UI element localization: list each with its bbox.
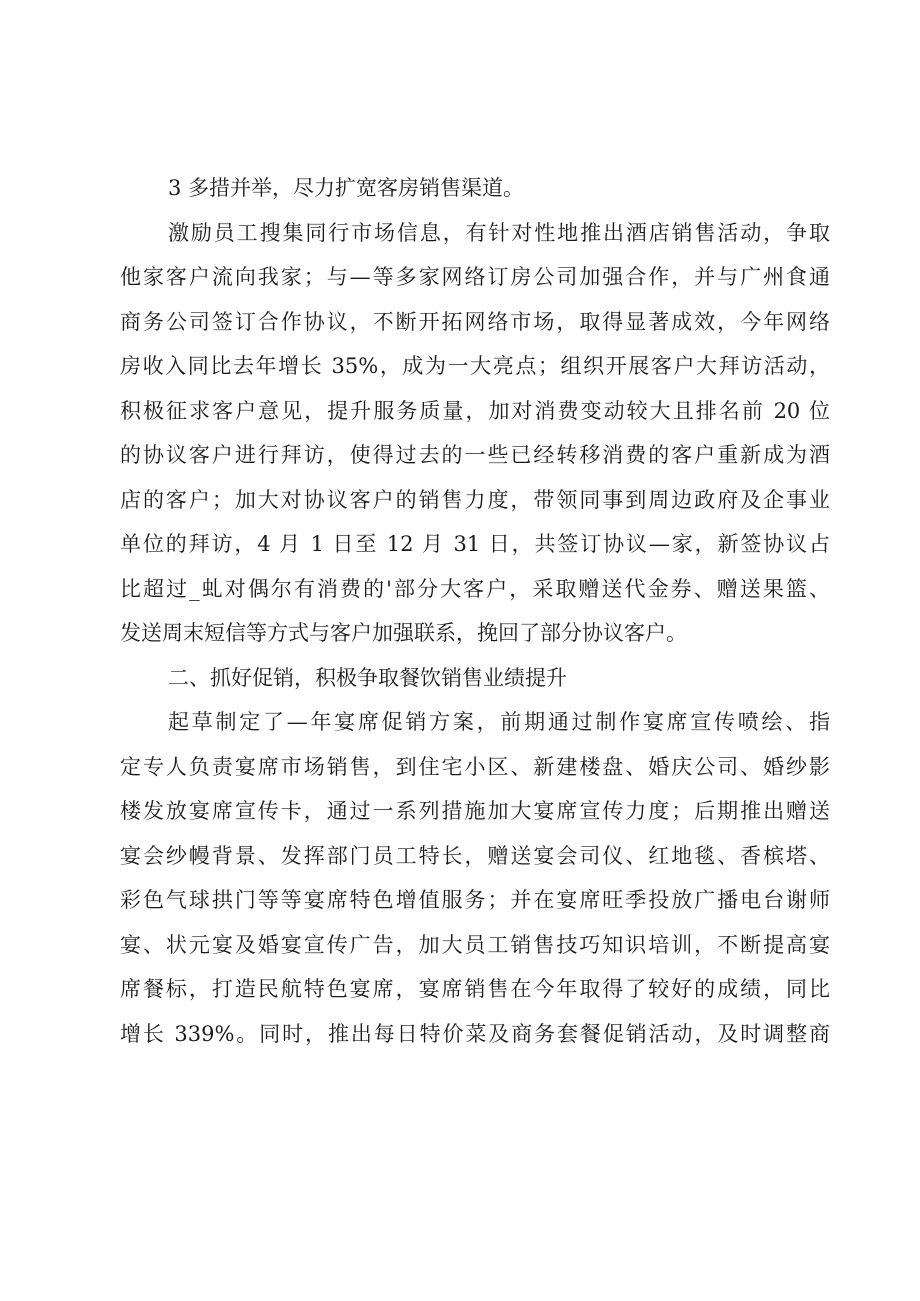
paragraph-line: 宴会纱幔背景、发挥部门员工特长，赠送宴会司仪、红地毯、香槟塔、 <box>120 843 830 868</box>
paragraph-line: 席餐标，打造民航特色宴席，宴席销售在今年取得了较好的成绩，同比 <box>120 977 830 1001</box>
paragraph-line: 增长 339%。同时，推出每日特价菜及商务套餐促销活动，及时调整商 <box>120 1021 830 1046</box>
section-heading-promotion: 二、抓好促销，积极争取餐饮销售业绩提升 <box>168 665 567 690</box>
paragraph-line: 彩色气球拱门等等宴席特色增值服务；并在宴席旺季投放广播电台谢师 <box>120 888 830 912</box>
paragraph-line: 店的客户；加大对协议客户的销售力度，带领同事到周边政府及企事业 <box>120 487 830 512</box>
paragraph-line: 房收入同比去年增长 35%，成为一大亮点；组织开展客户大拜访活动， <box>120 354 830 378</box>
paragraph-line: 楼发放宴席宣传卡，通过一系列措施加大宴席宣传力度；后期推出赠送 <box>120 799 830 823</box>
paragraph-line: 单位的拜访，4 月 1 日至 12 月 31 日，共签订协议—家，新签协议占 <box>120 532 830 556</box>
body-text <box>120 166 830 1056</box>
subheading-room-sales: 3 多措并举，尽力扩宽客房销售渠道。 <box>168 176 525 200</box>
paragraph-line: 积极征求客户意见，提升服务质量，加对消费变动较大且排名前 20 位 <box>120 398 830 423</box>
paragraph-line: 激励员工搜集同行市场信息，有针对性地推出酒店销售活动，争取 <box>168 220 830 245</box>
paragraph-line: 起草制定了—年宴席促销方案，前期通过制作宴席宣传喷绘、指 <box>168 710 830 734</box>
paragraph-line: 的协议客户进行拜访，使得过去的一些已经转移消费的客户重新成为酒 <box>120 443 830 467</box>
paragraph-line: 比超过_虬对偶尔有消费的'部分大客户，采取赠送代金券、赠送果篮、 <box>120 576 830 601</box>
paragraph-line: 宴、状元宴及婚宴宣传广告，加大员工销售技巧知识培训，不断提高宴 <box>120 932 830 957</box>
paragraph-line: 发送周末短信等方式与客户加强联系，挽回了部分协议客户。 <box>120 621 687 645</box>
paragraph-line: 商务公司签订合作协议，不断开拓网络市场，取得显著成效，今年网络 <box>120 309 830 334</box>
paragraph-line: 定专人负责宴席市场销售，到住宅小区、新建楼盘、婚庆公司、婚纱影 <box>120 754 830 779</box>
paragraph-line: 他家客户流向我家；与—等多家网络订房公司加强合作，并与广州食通 <box>120 265 830 289</box>
